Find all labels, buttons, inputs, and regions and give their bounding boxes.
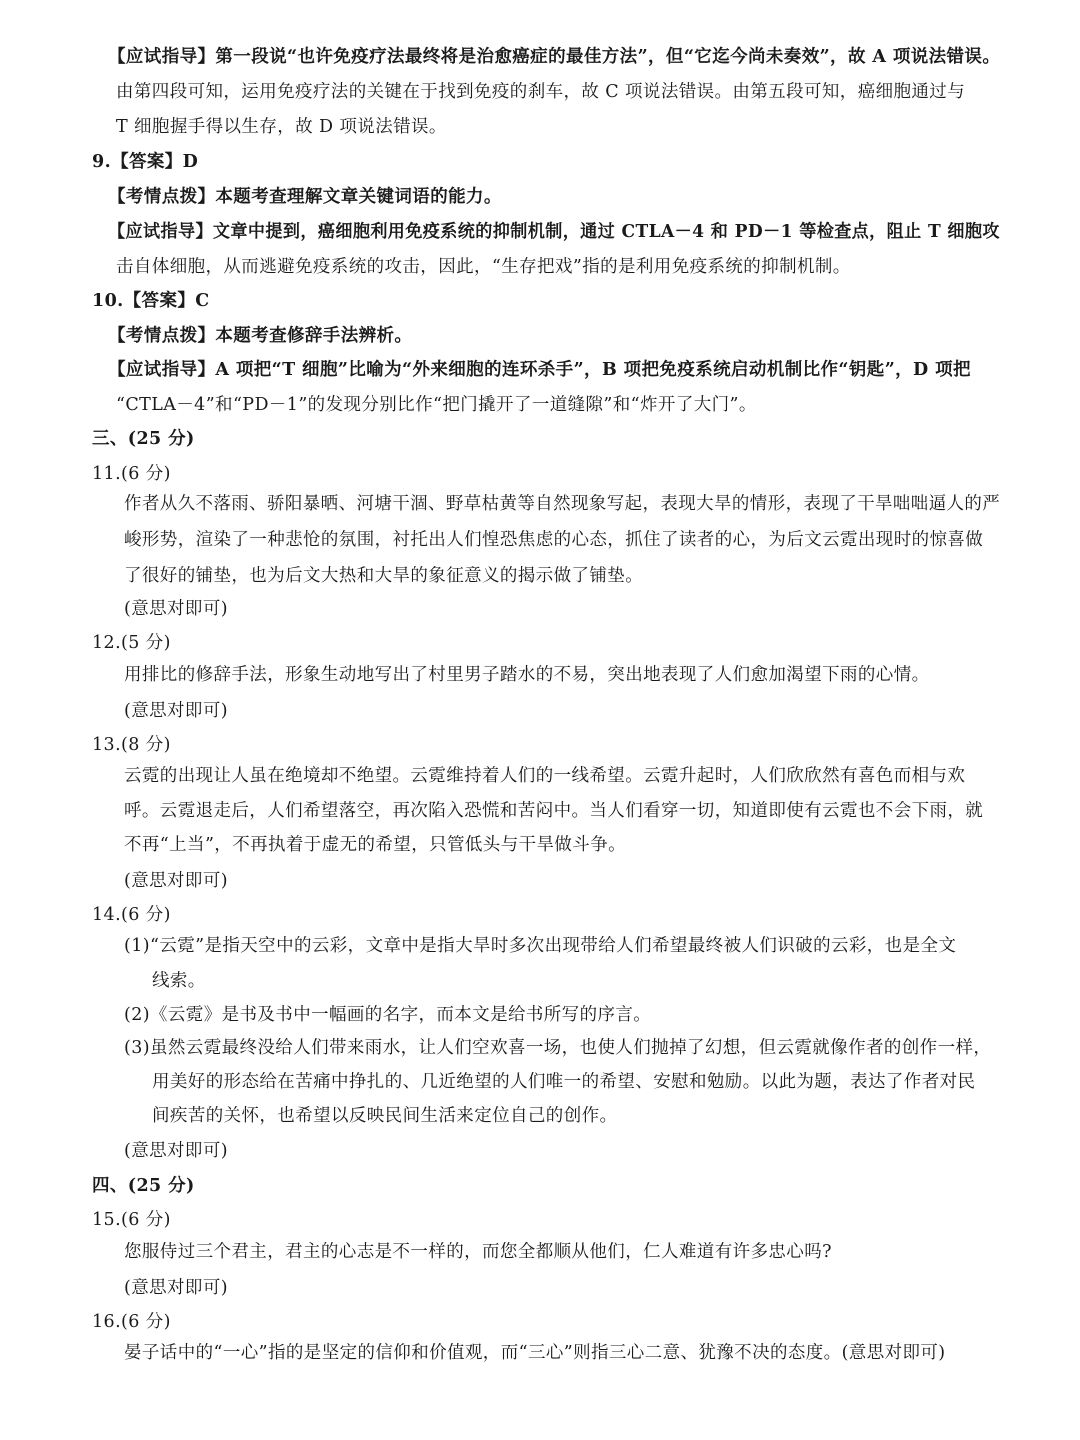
answer-line: 晏子话中的“一心”指的是坚定的信仰和价值观，而“三心”则指三心二意、犹豫不决的态度。(意思对即可) xyxy=(124,1343,946,1363)
guide-paragraph-line: 由第四段可知，运用免疫疗法的关键在于找到免疫的刹车，故 C 项说法错误。由第五段可知，癌细胞通过与 xyxy=(116,82,966,102)
guide-paragraph-line: 【应试指导】A 项把“T 细胞”比喻为“外来细胞的连环杀手”，B 项把免疫系统启动机制比作“钥匙”，D 项把 xyxy=(108,360,971,380)
question-heading: 12.(5 分) xyxy=(92,633,171,653)
answer-line: 峻形势，渲染了一种悲怆的氛围，衬托出人们惶恐焦虑的心态，抓住了读者的心，为后文云霓出现时的惊喜做 xyxy=(124,530,984,550)
answer-note: (意思对即可) xyxy=(124,871,228,891)
guide-paragraph-line: 【应试指导】文章中提到，癌细胞利用免疫系统的抑制机制，通过 CTLA－4 和 PD－1 等检查点，阻止 T 细胞攻 xyxy=(108,222,1000,242)
answer-line: 不再“上当”，不再执着于虚无的希望，只管低头与干旱做斗争。 xyxy=(124,835,626,855)
exam-point-line: 【考情点拨】本题考查理解文章关键词语的能力。 xyxy=(108,187,502,207)
guide-paragraph-line: “CTLA－4”和“PD－1”的发现分别比作“把门撬开了一道缝隙”和“炸开了大门”。 xyxy=(116,395,757,415)
question-heading: 16.(6 分) xyxy=(92,1312,171,1332)
answer-line: 作者从久不落雨、骄阳暴晒、河塘干涸、野草枯黄等自然现象写起，表现大旱的情形，表现了干旱咄咄逼人的严 xyxy=(124,494,1001,514)
guide-paragraph-line: T 细胞握手得以生存，故 D 项说法错误。 xyxy=(116,117,447,137)
answer-note: (意思对即可) xyxy=(124,701,228,721)
question-heading: 11.(6 分) xyxy=(92,464,171,484)
question-heading: 13.(8 分) xyxy=(92,735,171,755)
answer-line: 间疾苦的关怀，也希望以反映民间生活来定位自己的创作。 xyxy=(152,1106,618,1126)
answer-line: (3)虽然云霓最终没给人们带来雨水，让人们空欢喜一场，也使人们抛掉了幻想，但云霓就像作者的创作一样， xyxy=(124,1038,992,1058)
answer-line: 用排比的修辞手法，形象生动地写出了村里男子踏水的不易，突出地表现了人们愈加渴望下雨的心情。 xyxy=(124,665,930,685)
guide-paragraph-line: 【应试指导】第一段说“也许免疫疗法最终将是治愈癌症的最佳方法”，但“它迄今尚未奏效”，故 A 项说法错误。 xyxy=(108,47,1001,67)
answer-line: (2)《云霓》是书及书中一幅画的名字，而本文是给书所写的序言。 xyxy=(124,1005,652,1025)
answer-line: 了很好的铺垫，也为后文大热和大旱的象征意义的揭示做了铺垫。 xyxy=(124,566,644,586)
question-heading: 14.(6 分) xyxy=(92,905,171,925)
answer-line: 用美好的形态给在苦痛中挣扎的、几近绝望的人们唯一的希望、安慰和勉励。以此为题，表达了作者对民 xyxy=(152,1072,976,1092)
guide-paragraph-line: 击自体细胞，从而逃避免疫系统的攻击，因此，“生存把戏”指的是利用免疫系统的抑制机制。 xyxy=(116,257,851,277)
answer-line: 呼。云霓退走后，人们希望落空，再次陷入恐慌和苦闷中。当人们看穿一切，知道即使有云霓也不会下雨，就 xyxy=(124,801,984,821)
answer-line: 云霓的出现让人虽在绝境却不绝望。云霓维持着人们的一线希望。云霓升起时，人们欣欣然有喜色而相与欢 xyxy=(124,766,966,786)
answer-heading: 9.【答案】D xyxy=(92,152,199,172)
answer-note: (意思对即可) xyxy=(124,599,228,619)
answer-line: 线索。 xyxy=(152,971,206,991)
question-heading: 15.(6 分) xyxy=(92,1210,171,1230)
answer-note: (意思对即可) xyxy=(124,1278,228,1298)
section-heading: 四、(25 分) xyxy=(92,1176,195,1196)
exam-point-line: 【考情点拨】本题考查修辞手法辨析。 xyxy=(108,326,413,346)
answer-line: 您服侍过三个君主，君主的心志是不一样的，而您全都顺从他们，仁人难道有许多忠心吗? xyxy=(124,1242,832,1262)
answer-heading: 10.【答案】C xyxy=(92,291,210,311)
section-heading: 三、(25 分) xyxy=(92,429,195,449)
answer-line: (1)“云霓”是指天空中的云彩，文章中是指大旱时多次出现带给人们希望最终被人们识破的云彩，也是全文 xyxy=(124,936,957,956)
answer-note: (意思对即可) xyxy=(124,1141,228,1161)
